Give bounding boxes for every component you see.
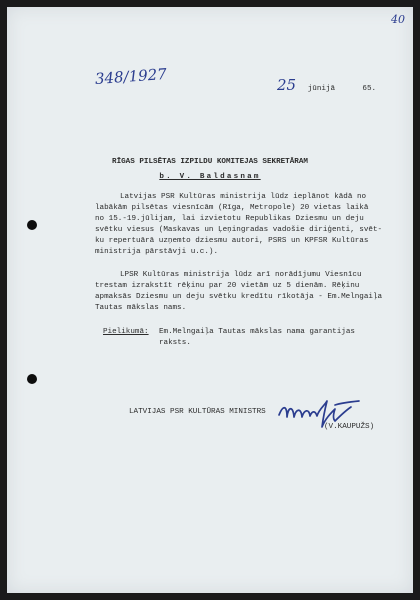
paragraph-1-line: Latvijas PSR Kultūras ministrija lūdz ieplānot kādā no (120, 193, 367, 201)
punch-hole-bottom (27, 374, 37, 384)
addressee-name: b. V. Baldasnam (159, 173, 261, 181)
addressee-title: RĪGAS PILSĒTAS IZPILDU KOMITEJAS SEKRETĀRAM (112, 158, 308, 166)
paragraph-2-line: trestam izrakstīt rēķinu par 20 vietām uz 5 dienām. Rēķinu (95, 282, 360, 290)
attachment-label: Pielikumā: (103, 328, 149, 336)
paragraph-1-line: svētku viesus (Maskavas un Ļeņingradas vadošie diriģenti, svēt- (95, 226, 383, 234)
document-page (7, 7, 413, 593)
paragraph-1-line: ku repertuārā uzņemto dziesmu autori, PSRS un KPFSR Kultūras (95, 237, 369, 245)
page-number: 40 (391, 13, 405, 26)
paragraph-2-line: apmaksās Dziesmu un deju svētku kredītu rīkotāja - Em.Melngaiļa (95, 293, 383, 301)
date-text: jūnijā 65. (307, 85, 377, 93)
paragraph-2-line: LPSR Kultūras ministrija lūdz arī norādījumu Viesnīcu (120, 271, 362, 279)
paragraph-2-line: Tautas mākslas nams. (95, 304, 187, 312)
paragraph-1-line: no 15.-19.jūlijam, lai izvietotu Republikas Dziesmu un deju (95, 215, 364, 223)
signature-name: (V.KAUPUŽS) (324, 423, 375, 431)
paragraph-1-line: ministrija pārstāvji u.c.). (95, 248, 219, 256)
attachment-text-line: Em.Melngaiļa Tautas mākslas nama garantijas (159, 328, 355, 336)
archive-number-handwritten: 348/1927 (94, 65, 168, 88)
punch-hole-top (27, 220, 37, 230)
paragraph-1-line: labākām pilsētas viesnīcām (Rīga, Metropole) 20 vietas laikā (95, 204, 369, 212)
signature-title: LATVIJAS PSR KULTŪRAS MINISTRS (129, 408, 266, 416)
attachment-text-line: raksts. (159, 339, 191, 347)
date-day-handwritten: 25 (277, 76, 297, 94)
date-line (277, 76, 376, 95)
